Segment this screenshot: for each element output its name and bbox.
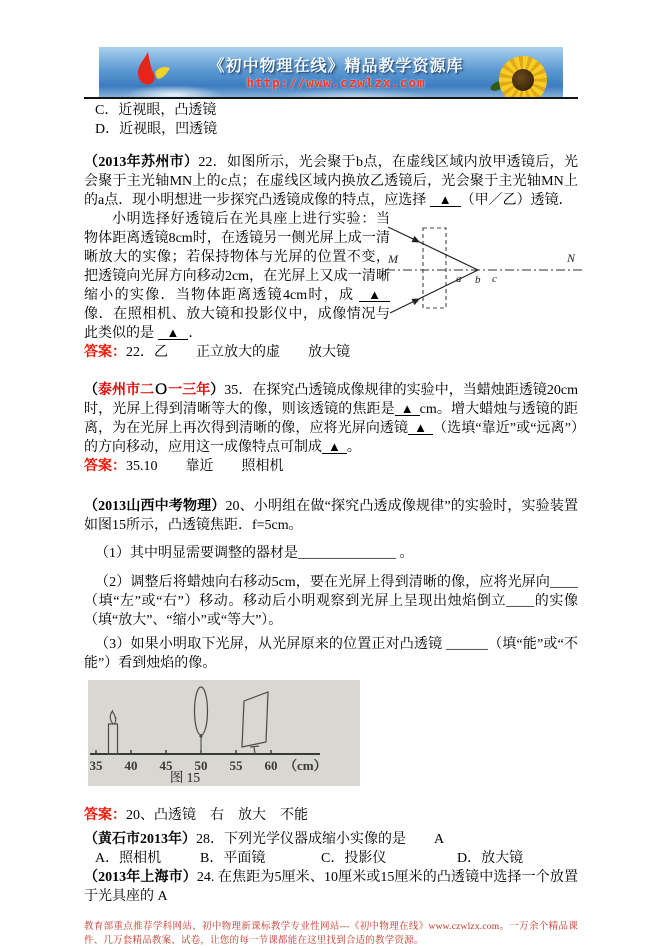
site-banner: [99, 47, 563, 97]
answer-text: 35.10 靠近 照相机: [126, 459, 284, 474]
question-text: 的实像（填“放大”、“缩小”或“等大”）。: [84, 594, 579, 628]
question-text: （3）如果小明取下光屏，从光屏原来的位置正对凸透镜: [95, 637, 446, 652]
site-logo-icon: [131, 51, 177, 93]
option-c: C．投影仪: [321, 851, 387, 866]
question-text: 。: [346, 440, 361, 455]
question-text: 28．下列光学仪器成缩小实像的是: [196, 832, 406, 847]
question-text: （2）调整后将蜡烛向右移动5cm，要在光屏上得到清晰的像，应将光屏向: [95, 575, 550, 590]
blank-line: ______: [445, 637, 488, 652]
site-title: 《初中物理在线》精品教学资源库: [208, 58, 464, 75]
ruler-tick-55: 55: [229, 758, 243, 773]
blank-line: ____: [550, 575, 578, 590]
question-text: （选填“靠近”或“远离”）的方向移动，应用这一成像特点可制成: [84, 421, 579, 455]
diagram-label-b: b: [475, 274, 481, 286]
ruler-tick-35: 35: [89, 758, 103, 773]
ruler-unit-label: （cm）: [284, 758, 327, 773]
answer-blank: ▲: [430, 193, 461, 207]
question-tag: （黄石市2013年）: [84, 832, 196, 847]
ruler-tick-60: 60: [264, 758, 278, 773]
answer-label: 答案：: [84, 808, 126, 823]
question-text: （填“能”或“不能”）看到烛焰的像。: [84, 637, 578, 671]
question-tag: （2013年上海市）: [84, 870, 197, 885]
q35-answer-line: [84, 457, 578, 476]
option-a: A．照相机: [95, 851, 162, 866]
q20-sub1: [84, 544, 578, 563]
printed-answer: A: [434, 832, 445, 847]
blank-line: ____: [506, 594, 535, 609]
tag-year: 一三年: [168, 383, 211, 398]
question-20-shanxi: [84, 497, 578, 825]
figure-15: [88, 680, 578, 791]
tag-o: Ｏ: [154, 383, 169, 398]
page-footer: 教育部重点推荐学科网站、初中物理新课标教学专业性网站---《初中物理在线》www.czwlzx.com。一万余个精品课件、几万套精品教案、试卷，让您的每一节课都能在这里找到合适的教学资源。: [84, 922, 578, 946]
question-text: ．: [188, 326, 203, 341]
figure-caption: 图 15: [169, 770, 201, 785]
header-rule: [84, 97, 578, 99]
question-text: 35．在探究凸透镜成像规律的实验中，当蜡烛距透镜20cm时，光屏上得到清晰等大的像，则该透镜的焦距是: [84, 383, 579, 417]
question-22-suzhou: [84, 153, 578, 362]
question-28-huangshi: [84, 830, 578, 868]
lens-convergence-diagram: [383, 215, 595, 331]
diagram-label-a: a: [456, 273, 462, 285]
ruler-tick-45: 45: [159, 758, 173, 773]
option-d: D．放大镜: [457, 851, 524, 866]
question-text: 22．如图所示，光会聚于b点，在虚线区域内放甲透镜后，光会聚于主光轴MN上的c点；在虚线区域内换放乙透镜后，光会聚于主光轴MN上的a点．现小明想进一步探究凸透镜成像的特点，应选择: [84, 155, 579, 208]
q28-options: [84, 849, 578, 868]
blank-line: ______________: [298, 546, 396, 561]
question-text: cm。增大蜡烛与透镜的距离，为在光屏上再次得到清晰的像，应将光屏向透镜: [84, 402, 578, 436]
answer-blank: ▲: [322, 440, 347, 454]
question-text: 。: [396, 546, 414, 561]
q35-stem: [84, 381, 578, 457]
q20-sub3: [84, 635, 578, 673]
answer-label: 答案：: [84, 459, 126, 474]
answer-text: 22．乙 正立放大的虚 放大镜: [126, 345, 350, 360]
sunflower-center: [512, 69, 534, 91]
q22-answer-line: [84, 343, 578, 362]
site-url-link[interactable]: http://www.czwlzx.com: [246, 75, 426, 90]
tag-paren: （: [84, 383, 99, 398]
q20-sub2: [84, 573, 578, 630]
answer-blank: ▲: [158, 326, 189, 340]
q28-stem: [84, 830, 578, 849]
option-b: B．平面镜: [200, 851, 266, 866]
answer-blank: ▲: [395, 402, 420, 416]
ruler-tick-40: 40: [124, 758, 138, 773]
question-text: 20、小明组在做“探究凸透成像规律”的实验时，实验装置如图15所示，凸透镜焦距．f=5cm。: [84, 499, 579, 533]
question-text: 像．在照相机、放大镜和投影仪中，成像情况与此类似的是: [84, 307, 390, 341]
sunflower-image: [499, 56, 547, 97]
q20-stem: [84, 497, 578, 535]
figure-15-optical-bench-image: [88, 680, 360, 786]
question-text: （填“左”或“右”）移动。移动后小明观察到光屏上呈现出烛焰倒立: [84, 594, 507, 609]
answer-blank: ▲: [408, 421, 433, 435]
q22-intro: [84, 153, 578, 210]
options-c-d: [84, 101, 578, 139]
tag-city: 泰州市二: [98, 383, 155, 398]
question-text: 24. 在焦距为5厘米、10厘米或15厘米的凸透镜中选择一个放置于光具座的 A: [84, 870, 579, 904]
q22-experiment-text: [84, 210, 390, 343]
question-tag: [84, 383, 224, 398]
question-text: 小明选择好透镜后在光具座上进行实验：当物体距离透镜8cm时，在透镜另一侧光屏上成一清晰放大的实像；若保持物体与光屏的位置不变，把透镜向光屏方向移动2cm，在光屏上又成一清晰缩小的实像．当物体距离透镜4cm时，成: [84, 212, 390, 303]
option-c: C．近视眼，凸透镜: [95, 103, 217, 118]
option-d: D．近视眼，凹透镜: [95, 122, 218, 137]
question-tag: （2013年苏州市）: [84, 155, 199, 170]
q24-stem: [84, 868, 578, 906]
question-tag: （2013山西中考物理）: [84, 499, 226, 514]
answer-label: 答案：: [84, 345, 126, 360]
question-35-taizhou: [84, 381, 578, 476]
tag-paren: ）: [210, 383, 225, 398]
q20-answer-line: [84, 806, 578, 825]
answer-text: 20、凸透镜 右 放大 不能: [126, 808, 308, 823]
ruler-tick-50: 50: [194, 758, 208, 773]
diagram-label-c: c: [492, 273, 497, 285]
diagram-label-M: M: [388, 252, 398, 266]
question-text: （甲／乙）透镜．: [460, 193, 573, 208]
answer-blank: ▲: [359, 288, 390, 302]
question-24-shanghai: [84, 868, 578, 906]
diagram-label-N: N: [567, 251, 576, 265]
question-text: （1）其中明显需要调整的器材是: [95, 546, 298, 561]
